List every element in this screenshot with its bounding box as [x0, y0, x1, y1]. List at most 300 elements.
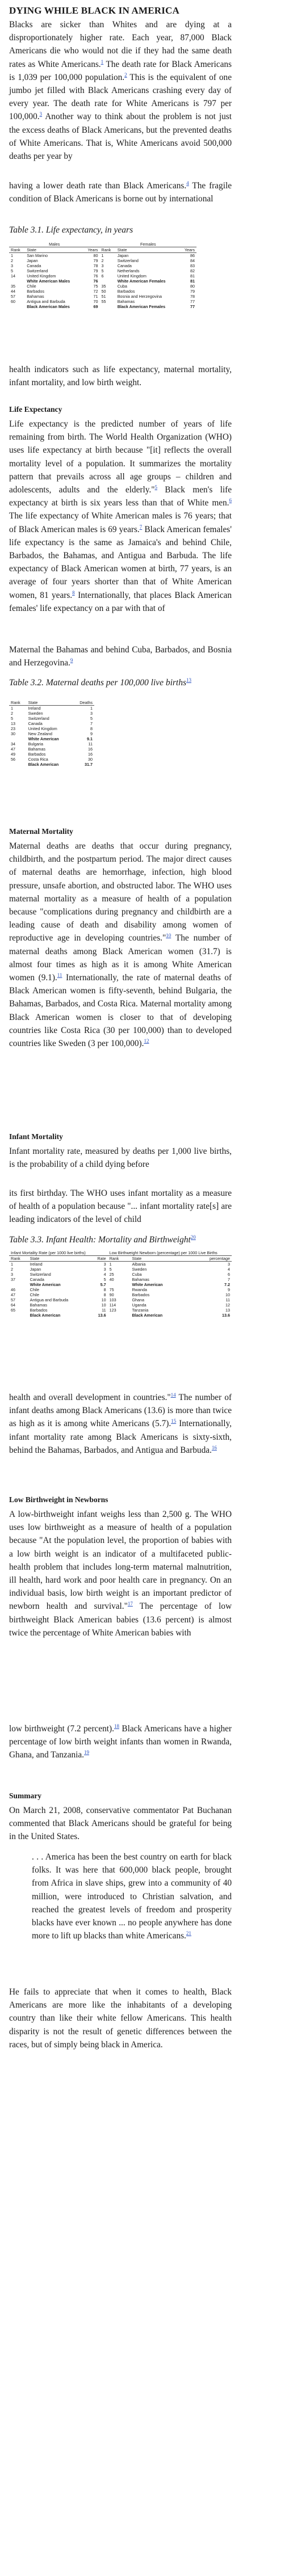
paragraph: He fails to appreciate that when it comes to health, Black Americans are more like the inhabitants of a developing country than like their white fellow Americans. This health disparity is not the result of genetic differences between the races, but of simply being black in America. [9, 1987, 232, 2050]
table-cell: Rwanda [132, 1287, 147, 1292]
table-cell: 1 [11, 253, 13, 258]
infant-mortality-continued-2 [9, 1391, 232, 1457]
text-run: low birthweight (7.2 percent). [9, 1724, 114, 1734]
column-header: State [27, 247, 36, 252]
table-cell: 5 [103, 1277, 106, 1282]
table-cell [108, 1282, 131, 1287]
table-row [9, 1267, 232, 1272]
table-cell: 34 [11, 741, 15, 747]
paragraph [9, 418, 232, 615]
table-row [9, 706, 94, 711]
table-cell: 4 [103, 1272, 106, 1277]
table-row [9, 1313, 232, 1318]
text-run: The life expectancy of White American males is 76 years; that of Black American males is 69 years. [9, 511, 232, 534]
table-cell: White American [30, 1282, 61, 1287]
table-cell: Switzerland [27, 268, 48, 273]
table-group-header: Low Birthweight Newborn (percentage) per 1000 Live Births [109, 1250, 217, 1255]
table-cell: 9 [228, 1287, 230, 1292]
table-cell: Black American [30, 1313, 61, 1318]
footnote-link[interactable]: 5 [154, 484, 157, 490]
footnote-link[interactable]: 15 [171, 1418, 177, 1424]
table-cell: 71 [93, 294, 98, 299]
table-cell: Canada [27, 263, 41, 268]
table-cell: 13 [11, 721, 15, 726]
table-cell: 8 [90, 726, 93, 731]
text-run: The number of maternal deaths among Black American women (31.7) is almost four times as high as it is among White American women (9.1). [9, 933, 232, 983]
footnote-link[interactable]: 2 [124, 71, 127, 78]
text-run: Internationally, that places Black American females' life expectancy on a par with that of [9, 590, 232, 613]
table-cell: Bahamas [28, 747, 45, 752]
table-row [9, 268, 196, 273]
column-header: Rank [11, 1256, 20, 1261]
text-run: The percentage of low birthweight Black American babies (13.6 percent) is almost twice the percentage of White American babies with [9, 1601, 232, 1638]
table-cell: 3 [90, 711, 93, 716]
table-cell: 5 [11, 716, 13, 721]
summary-continued [9, 1985, 232, 2051]
footnote-link[interactable]: 4 [186, 180, 189, 186]
table-cell: 64 [11, 1302, 15, 1308]
table-cell: 5 [90, 716, 93, 721]
table-3-1 [9, 225, 232, 309]
table-cell: 47 [11, 1292, 15, 1297]
table-cell: 2 [11, 711, 13, 716]
table-cell: 6 [228, 1272, 230, 1277]
section-heading: Life Expectancy [9, 405, 62, 414]
table-cell: 47 [11, 747, 15, 752]
table-cell: 35 [11, 284, 15, 289]
table-cell: White American [28, 736, 59, 741]
quote-text [32, 1850, 232, 1942]
table-row [9, 1308, 232, 1313]
table-3-3 [9, 1234, 232, 1318]
intro-paragraph-continued [9, 179, 232, 205]
table-cell: 35 [101, 284, 106, 289]
table-cell: 80 [93, 253, 98, 258]
table-cell: Antigua and Barbuda [27, 299, 65, 304]
table-cell: 90 [109, 1292, 114, 1297]
paragraph: its first birthday. The WHO uses infant mortality as a measure of health of a population because "... infant mortality rate[s] are leading indicators of the level of child [9, 1188, 232, 1225]
table-cell: 16 [88, 747, 93, 752]
footnote-link[interactable]: 16 [211, 1444, 217, 1451]
table-cell: 79 [93, 258, 98, 263]
footnote-link[interactable]: 6 [229, 498, 232, 504]
table-cell: 3 [101, 263, 104, 268]
table-cell: Japan [117, 253, 129, 258]
table-cell: 7 [90, 721, 93, 726]
table-cell: 9 [90, 731, 93, 736]
text-run: Black Americans have a higher percentage of low birth weight infants than women in Rwanda, Ghana, and Tanzania. [9, 1724, 232, 1760]
footnote-link[interactable]: 10 [166, 933, 171, 939]
table-row [9, 1282, 232, 1287]
table-cell: Switzerland [28, 716, 49, 721]
table-cell: Japan [30, 1267, 41, 1272]
footnote-link[interactable]: 21 [186, 1930, 191, 1937]
table-cell: 80 [190, 284, 195, 289]
table-cell: 70 [93, 299, 98, 304]
table-cell: 86 [190, 253, 195, 258]
table-cell: Costa Rica [28, 757, 48, 762]
text-run: The death rate for Black Americans is 1,039 per 100,000 population. [9, 59, 232, 82]
infant-mortality-section [9, 1131, 232, 1171]
table-cell: 75 [93, 284, 98, 289]
table-cell: United Kingdom [27, 273, 56, 279]
table-cell: Switzerland [30, 1272, 51, 1277]
table-cell: Black American Males [27, 304, 70, 309]
table-cell: 5.7 [100, 1282, 106, 1287]
table-cell: Switzerland [117, 258, 139, 263]
table-cell: Barbados [28, 752, 46, 757]
table-cell: 1 [11, 1262, 13, 1267]
table-cell: Chile [30, 1287, 40, 1292]
text-run: Another way to think about the problem is not just the excess deaths of Black Americans, but the prevented deaths of White Americans. That is, White Americans avoid 500,000 deaths per year by [9, 112, 232, 162]
table-cell: 76 [93, 279, 98, 284]
maternal-deaths-table [9, 700, 94, 767]
column-header: State [132, 1256, 142, 1261]
footnote-link[interactable]: 11 [57, 972, 62, 978]
section-heading: Low Birthweight in Newborns [9, 1495, 108, 1504]
paragraph [9, 1508, 232, 1639]
transition-text [9, 363, 232, 389]
table-cell: 10 [101, 1302, 106, 1308]
column-header: Years [184, 247, 195, 252]
table-cell: Bulgaria [28, 741, 43, 747]
footnote-link[interactable]: 17 [127, 1601, 133, 1607]
paragraph: Infant mortality rate, measured by deaths per 1,000 live births, is the probability of a child dying before [9, 1146, 232, 1170]
table-header-row [9, 247, 196, 253]
table-cell: Ireland [30, 1262, 43, 1267]
footnote-link[interactable]: 18 [114, 1723, 119, 1729]
table-cell: 10 [225, 1292, 230, 1297]
table-cell: 77 [190, 299, 195, 304]
column-header: Rank [101, 247, 111, 252]
text-run: This is the equivalent of one jumbo jet filled with Black Americans crashing every day of every year. The death rate for White Americans is 797 per 100,000. [9, 72, 232, 122]
table-row [9, 1272, 232, 1277]
table-cell: Bahamas [132, 1277, 149, 1282]
text-run: having a lower death rate than Black Americans. [9, 181, 187, 191]
table-cell: Black American [28, 762, 59, 767]
table-cell: 81 [190, 279, 195, 284]
table-cell: 11 [102, 1308, 106, 1313]
table-cell: Barbados [27, 289, 44, 294]
table-row [9, 304, 196, 309]
table-cell: Barbados [132, 1292, 150, 1297]
table-cell: Black American [132, 1313, 163, 1318]
table-cell: Bahamas [30, 1302, 48, 1308]
table-cell: 9.1 [87, 736, 93, 741]
table-cell: 1 [101, 253, 104, 258]
section-heading: Summary [9, 1791, 41, 1800]
table-row [9, 747, 94, 752]
table-header-row [9, 1256, 232, 1262]
table-cell: 84 [190, 258, 195, 263]
table-cell: 103 [109, 1297, 116, 1302]
text-run: A low-birthweight infant weighs less than 2,500 g. The WHO uses low birthweight as a measure of health of a population because "At the population level, the proportion of babies with a low birth weight is an indicator of a multifaceted public-health problem that includes long-term maternal malnutrition, ill health, hard work and poor health care in pregnancy. On an individual basis, low birth weight is an important predictor of newborn health and survival." [9, 1510, 232, 1612]
table-cell: 114 [109, 1302, 116, 1308]
table-cell: 12 [225, 1302, 230, 1308]
table-cell: 37 [11, 1277, 15, 1282]
text-run: Maternal deaths are deaths that occur during pregnancy, childbirth, and the postpartum period. The major direct causes of maternal deaths are hemorrhage, infection, high blood pressure, unsafe abortion, and obstructed labor. The WHO uses maternal mortality as a measure of health of a population because "complications during pregnancy and childbirth are a leading cause of death and disability among women of reproductive age in developing countries." [9, 841, 232, 943]
paragraph: On March 21, 2008, conservative commentator Pat Buchanan commented that Black Americans should be grateful for being in the United States. [9, 1806, 232, 1842]
life-expectancy-continued [9, 643, 232, 669]
table-row [9, 736, 94, 741]
table-cell: Japan [27, 258, 38, 263]
column-header: percentage [210, 1256, 230, 1261]
table-cell: 44 [11, 289, 15, 294]
table-cell: 60 [11, 299, 15, 304]
table-cell: 51 [101, 294, 106, 299]
table-cell: 1 [109, 1262, 112, 1267]
table-cell: Cuba [132, 1272, 142, 1277]
caption-text: Table 3.2. Maternal deaths per 100,000 live births [9, 678, 186, 688]
table-row [9, 1287, 232, 1292]
text-run: Internationally, the rate of maternal deaths of Black American women is fifty-seventh, behind Bulgaria, the Bahamas, Barbados, and Costa Rica. Maternal mortality among Black American women is closer to that of developing countries like Costa Rica (30 per 100,000) than to developed countries like Sweden (3 per 100,000). [9, 973, 232, 1049]
table-cell: 11 [88, 741, 93, 747]
table-cell: 123 [109, 1308, 116, 1313]
section-heading: Maternal Mortality [9, 827, 73, 836]
table-cell: Bahamas [117, 299, 135, 304]
table-row [9, 752, 94, 757]
table-cell: 3 [11, 1272, 13, 1277]
table-cell: 57 [11, 294, 15, 299]
text-run: Blacks are sicker than Whites and are dying at a disproportionately higher rate. Each year, 87,000 Black Americans die who would not die if they had the same death rates as White Americans. [9, 20, 232, 69]
table-cell: Sweden [28, 711, 43, 716]
table-cell: Netherlands [117, 268, 140, 273]
table-row [9, 279, 196, 284]
table-cell: 49 [11, 752, 15, 757]
table-cell: Tanzania [132, 1308, 149, 1313]
table-cell: 31.7 [85, 762, 93, 767]
table-cell: 7 [228, 1277, 230, 1282]
table-cell: 2 [11, 258, 13, 263]
footnote-link[interactable]: 7 [139, 524, 143, 530]
table-cell: White American [132, 1282, 163, 1287]
table-cell: Ireland [28, 706, 41, 711]
table-row [9, 731, 94, 736]
text-run: Life expectancy is the predicted number of years of life remaining from birth. The World Health Organization (WHO) uses life expectancy at birth because "[it] reflects the overall mortality level of a population. It summarizes the mortality pattern that prevails across all age groups – children and adolescents, adults and the elderly." [9, 419, 232, 495]
table-cell: 8 [103, 1292, 106, 1297]
table-cell: United Kingdom [28, 726, 57, 731]
column-header: State [117, 247, 127, 252]
table-cell: Bosnia and Herzegovina [117, 294, 162, 299]
table-cell: 6 [101, 273, 104, 279]
table-cell: 69 [93, 304, 98, 309]
table-cell: San Marino [27, 253, 48, 258]
table-cell: 57 [11, 1297, 15, 1302]
table-cell [9, 762, 27, 767]
column-header: State [28, 700, 38, 705]
intro-continued [9, 179, 232, 205]
table-cell: Sweden [132, 1267, 147, 1272]
table-row [9, 711, 94, 716]
paragraph [9, 643, 232, 669]
table-cell: Ghana [132, 1297, 145, 1302]
table-cell: 3 [103, 1267, 106, 1272]
table-cell: Uganda [132, 1302, 147, 1308]
table-cell: 75 [109, 1287, 114, 1292]
footnote-link[interactable]: 1 [101, 58, 104, 65]
table-cell: 11 [225, 1297, 230, 1302]
blockquote [32, 1850, 232, 1942]
table-row [9, 1297, 232, 1302]
table-row [9, 741, 94, 747]
table-cell: 79 [93, 268, 98, 273]
table-cell: Canada [28, 721, 43, 726]
table-row [9, 721, 94, 726]
table-cell: White American Males [27, 279, 70, 284]
table-cell: 79 [190, 289, 195, 294]
table-row [9, 726, 94, 731]
table-cell: 77 [190, 304, 195, 309]
table-cell: 46 [11, 1287, 15, 1292]
table-cell: 50 [101, 289, 106, 294]
page-title: DYING WHILE BLACK IN AMERICA [9, 5, 179, 16]
life-expectancy-table [9, 242, 196, 309]
table-cell: 13.6 [222, 1313, 230, 1318]
table-group-header: Infant Mortality Rate (per 1000 live births) [11, 1250, 86, 1255]
intro-block [9, 5, 232, 163]
table-cell: 7.2 [224, 1282, 230, 1287]
table-cell: Canada [117, 263, 132, 268]
table-cell: 81 [190, 273, 195, 279]
table-cell: Barbados [117, 289, 135, 294]
table-3-2 [9, 677, 232, 767]
footnote-link[interactable]: 20 [190, 1234, 196, 1240]
table-cell: Chile [30, 1292, 40, 1297]
table-cell: 13.6 [98, 1313, 106, 1318]
intro-paragraph [9, 18, 232, 163]
table-cell: 65 [11, 1308, 15, 1313]
footnote-link[interactable]: 19 [84, 1749, 90, 1756]
footnote-link[interactable]: 13 [186, 677, 191, 683]
table-cell: 5 [11, 268, 13, 273]
table-cell: 30 [88, 757, 93, 762]
table-group-header: Females [140, 242, 156, 247]
table-cell: 30 [11, 731, 15, 736]
table-row [9, 299, 196, 304]
table-row [9, 284, 196, 289]
table-row [9, 263, 196, 268]
table-cell: Black American Females [117, 304, 166, 309]
table-cell [9, 279, 25, 284]
section-heading: Infant Mortality [9, 1132, 63, 1141]
table-caption [9, 1234, 232, 1246]
table-row [9, 762, 94, 767]
table-row [9, 1262, 232, 1267]
table-cell: 78 [93, 263, 98, 268]
column-header: Deaths [80, 700, 93, 705]
table-cell: 13 [225, 1308, 230, 1313]
table-cell: 82 [190, 268, 195, 273]
table-cell: 8 [103, 1287, 106, 1292]
table-cell: Barbados [30, 1308, 48, 1313]
column-header: Rank [11, 247, 20, 252]
table-row [9, 294, 196, 299]
table-group-header: Males [49, 242, 60, 247]
table-cell: Albania [132, 1262, 146, 1267]
summary-section [9, 1790, 232, 1844]
table-header-row [9, 700, 94, 705]
text-run: The number of infant deaths among Black Americans (13.6) is more than twice as high as it is among white Americans (5.7). [9, 1393, 232, 1429]
table-cell [9, 1313, 28, 1318]
table-cell: 72 [93, 289, 98, 294]
table-cell: Antigua and Barbuda [30, 1297, 69, 1302]
table-row [9, 757, 94, 762]
infant-health-table [9, 1250, 232, 1318]
table-row [9, 273, 196, 279]
column-header: Rank [11, 700, 20, 705]
low-birthweight-continued [9, 1722, 232, 1762]
table-caption [9, 677, 232, 689]
text-run: The fragile condition of Black Americans is borne out by international [9, 181, 232, 204]
table-cell: 16 [88, 752, 93, 757]
table-cell: 40 [109, 1277, 114, 1282]
table-row [9, 253, 196, 259]
paragraph [9, 840, 232, 1050]
paragraph: health indicators such as life expectancy, maternal mortality, infant mortality, and low birth weight. [9, 365, 232, 388]
table-cell: 78 [190, 294, 195, 299]
footnote-link[interactable]: 12 [144, 1038, 149, 1044]
infant-mortality-continued [9, 1187, 232, 1226]
table-row [9, 716, 94, 721]
table-cell: 3 [103, 1262, 106, 1267]
table-cell: White American Females [117, 279, 166, 284]
table-row [9, 258, 196, 263]
table-cell: 4 [228, 1267, 230, 1272]
paragraph [9, 1722, 232, 1762]
table-cell: 2 [11, 1267, 13, 1272]
table-cell: 14 [11, 273, 15, 279]
table-cell [108, 1313, 131, 1318]
table-cell: 3 [228, 1262, 230, 1267]
table-cell: 1 [90, 706, 93, 711]
column-header: State [30, 1256, 40, 1261]
table-cell [9, 1282, 28, 1287]
table-row [9, 1302, 232, 1308]
maternal-mortality-section [9, 826, 232, 1050]
low-birthweight-section [9, 1494, 232, 1639]
text-run: health and overall development in countries." [9, 1393, 171, 1402]
table-cell: Canada [30, 1277, 44, 1282]
table-row [9, 1292, 232, 1297]
paragraph [9, 1391, 232, 1457]
column-header: Rank [109, 1256, 119, 1261]
table-cell: 23 [11, 726, 15, 731]
text-run: Internationally, infant mortality rate among Black Americans is sixty-sixth, behind the Bahamas, Barbados, and Antigua and Barbuda. [9, 1419, 232, 1455]
footnote-link[interactable]: 14 [170, 1392, 176, 1398]
table-cell: 10 [101, 1297, 106, 1302]
text-run: . . . America has been the best country on earth for black folks. It was here that 600,000 black people, brought from Africa in slave ships, grew into a community of 40 million, were introduced to Christian salvation, and reached the greatest levels of freedom and prosperity blacks have ever known ... no people anywhere has done more to lift up blacks than white Americans. [32, 1852, 232, 1941]
table-cell: Bahamas [27, 294, 44, 299]
table-cell: 1 [11, 706, 13, 711]
caption-text: Table 3.3. Infant Health: Mortality and Birthweight [9, 1235, 191, 1245]
table-caption: Table 3.1. Life expectancy, in years [9, 225, 133, 235]
table-cell: 3 [11, 263, 13, 268]
table-cell: 2 [101, 258, 104, 263]
table-cell: New Zealand [28, 731, 52, 736]
table-cell: 5 [101, 268, 104, 273]
footnote-link[interactable]: 8 [72, 589, 75, 596]
table-cell: 25 [109, 1272, 114, 1277]
text-run: Black men's life expectancy at birth is six years less than that of White men. [9, 485, 232, 508]
life-expectancy-section [9, 404, 232, 615]
column-header: Years [87, 247, 98, 252]
footnote-link[interactable]: 9 [70, 657, 73, 664]
text-run: Black American females' life expectancy is the same as Jamaica's and behind Chile, Barbados, the Bahamas, and Antigua and Barbuda. The life expectancy of Black American women at birth, 77 years, is an average of four years shorter than that of White American women, 81 years. [9, 524, 232, 600]
table-row [9, 1277, 232, 1282]
table-row [9, 289, 196, 294]
footnote-link[interactable]: 3 [39, 111, 43, 117]
table-cell: Chile [27, 284, 36, 289]
